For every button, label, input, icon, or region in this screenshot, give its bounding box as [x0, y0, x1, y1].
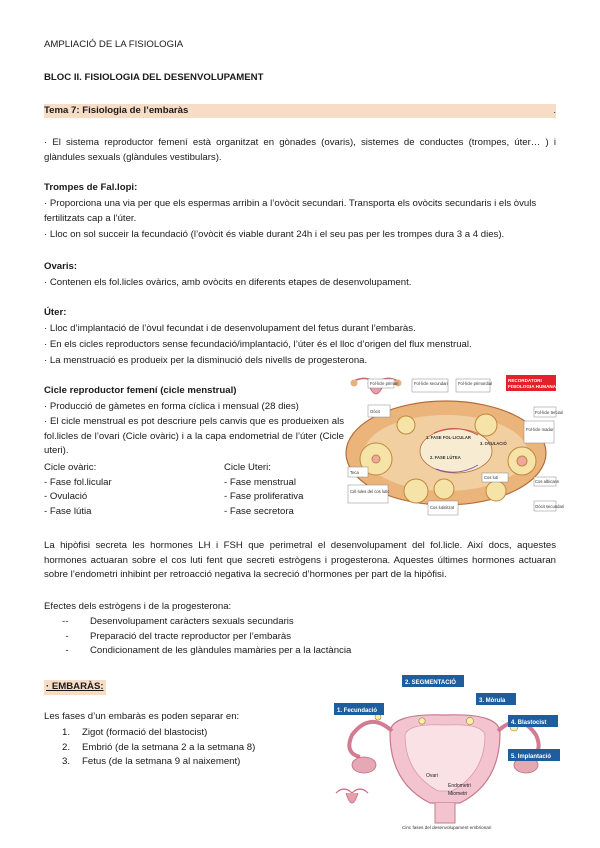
step-blastocist: 4. Blastocist — [511, 720, 547, 726]
cicle-uteri-heading: Cicle Uteri: — [224, 462, 271, 473]
cicle-ovaric-item: - Fase fol.licular — [44, 476, 112, 488]
trompes-heading: Trompes de Fal.lopi: — [44, 182, 138, 193]
intro-paragraph: · El sistema reproductor femení està organitzat en gònades (ovaris), sistemes de conductes (trompes, úter… ) i glàndules sexuals (glàndules vestibulars). — [44, 137, 556, 163]
cicle-p1: · Producció de gàmetes en forma cíclica i mensual (28 dies) — [44, 401, 299, 412]
label-cos-albicans: Cos albicans — [535, 479, 559, 484]
uter-p3: · La menstruació es produeix per la disminució dels nivells de progesterona. — [44, 355, 368, 366]
cicle-ovaric-heading: Cicle ovàric: — [44, 462, 97, 473]
label-fase-lutea: 2. FASE LÚTEA — [430, 455, 461, 460]
ovaris-p1: · Contenen els fol.licles ovàrics, amb ovòcits en diferents etapes de desenvolupament. — [44, 277, 412, 288]
document-title: AMPLIACIÓ DE LA FISIOLOGIA — [44, 39, 184, 50]
fase-item: 2. Embrió (de la setmana 2 a la setmana 8) — [62, 741, 256, 753]
label-ovari: Ovari — [426, 773, 438, 779]
embaras-fases-list — [56, 726, 255, 770]
efectes-item: Condicionament de les glàndules mamàries per a la lactància — [90, 645, 352, 656]
left-ovary — [352, 757, 376, 773]
figure-caption: Cinc fases del desenvolupament embrionari — [402, 825, 492, 830]
cicle-p2: · El cicle menstrual es pot descriure pels canvis que es produeixen als fol.licles de l’ovari (Cicle ovàric) i a la capa endometrial de l’úter (Cicle uteri). — [44, 416, 344, 456]
efectes-list: - - Desenvolupament caràcters sexuals secundaris - Preparació del tracte reproductor per l’embaràs - Condicionament de les glàndules mamàries per a la lactància — [44, 615, 556, 659]
step-fecundacio: 1. Fecundació — [337, 708, 378, 714]
uter-p1: · Lloc d’implantació de l’òvul fecundat i de desenvolupament del fetus durant l’embaràs. — [44, 323, 416, 334]
tema-title-bar — [44, 104, 556, 118]
recordatori-badge — [506, 375, 557, 391]
cicle-uteri-item: - Fase secretora — [224, 505, 294, 517]
cicle-ovaric-item: - Fase lútia — [44, 505, 92, 517]
efectes-item: Desenvolupament caràcters sexuals secundaris — [90, 616, 294, 627]
step-morula: 3. Mòrula — [479, 698, 506, 704]
label-teca: Teca — [350, 470, 359, 475]
label-cellules-cos-lutic: Cèl·lules del cos lutic — [350, 489, 390, 494]
cicle-uteri-list — [224, 461, 303, 519]
hipofisi-paragraph: La hipòfisi secreta les hormones LH i FSH que perimetral el desenvolupament del fol.licle. Així docs, aquestes hormones actuaran sobre el cos luti fent que secreti estrògens i progesterona. Aquestes últimes hormones actuaran sobre l’endometri inhibint per retroacció negativa la secreció d’hormones per part de la hipòfisi. — [44, 540, 556, 580]
tema-title: Tema 7: Fisiologia de l’embaràs — [44, 105, 189, 116]
label-ovulacio: 3. OVULACIÓ — [480, 441, 507, 446]
cicle-uteri-item: - Fase menstrual — [224, 476, 296, 488]
label-folicle-primordial: Fol·licle primordial — [458, 381, 492, 386]
badge-line2: FISIOLOGIA HUMANA — [508, 384, 557, 389]
uter-p2: · En els cicles reproductors sense fecundació/implantació, l’úter és el lloc d’origen del flux menstrual. — [44, 339, 472, 350]
label-fase-folicular: 1. FASE FOL·LICULAR — [426, 435, 471, 440]
ovaris-heading: Ovaris: — [44, 261, 78, 272]
ovarian-cycle-figure — [346, 373, 565, 523]
label-folicle-terciari: Fol·licle terciari — [535, 410, 564, 415]
cicle-heading: Cicle reproductor femení (cicle menstrual) — [44, 385, 237, 396]
efectes-heading: Efectes dels estrògens i de la progesterona: — [44, 601, 232, 612]
trompes-p1: · Proporciona una via per que els espermas arribin a l’ovòcit secundari. Transporta els ovòcits secundaris i els òvuls fertilitzats cap a l’úter. — [44, 198, 537, 224]
cicle-ovaric-list — [44, 461, 112, 519]
cicle-uteri-item: - Fase proliferativa — [224, 491, 304, 502]
label-oocit: Oòcit — [370, 409, 380, 414]
fase-item: 3. Fetus (de la setmana 9 al naixement) — [62, 756, 241, 767]
label-endometri: Endometri — [448, 783, 471, 789]
pregnancy-stages-figure — [330, 673, 560, 833]
efectes-item: Preparació del tracte reproductor per l’embaràs — [90, 630, 292, 642]
label-cos-lutinitzat: Cos lutinitzat — [430, 505, 454, 510]
label-folicle-secundari: Fol·licle secundari — [414, 381, 448, 386]
label-miometri: Miometri — [448, 791, 468, 797]
cicle-ovaric-item: - Ovulació — [44, 491, 88, 502]
badge-line1: RECORDATORI — [508, 378, 542, 383]
label-oocit-secundari: Oòcit secundari — [535, 504, 565, 509]
embaras-intro: Les fases d’un embaràs es poden separar en: — [44, 711, 240, 722]
label-folicle-primari: Fol·licle primari — [370, 381, 399, 386]
label-cos-luti: Cos luti — [484, 475, 498, 480]
label-folicle-madur: Fol·licle madur — [526, 427, 554, 432]
step-implantacio: 5. Implantació — [511, 754, 552, 760]
embaras-heading: · EMBARÀS: — [44, 680, 106, 695]
fase-item: 1. Zigot (formació del blastocist) — [62, 727, 208, 738]
bloc-title: BLOC II. FISIOLOGIA DEL DESENVOLUPAMENT — [44, 72, 264, 83]
step-segmentacio: 2. SEGMENTACIÓ — [405, 680, 456, 686]
uter-heading: Úter: — [44, 307, 67, 318]
trompes-p2: · Lloc on sol succeir la fecundació (l’ovòcit és viable durant 24h i el seu pas per les trompes dura 3 a 4 dies). — [44, 229, 505, 240]
tema-end-mark: . — [553, 105, 556, 116]
